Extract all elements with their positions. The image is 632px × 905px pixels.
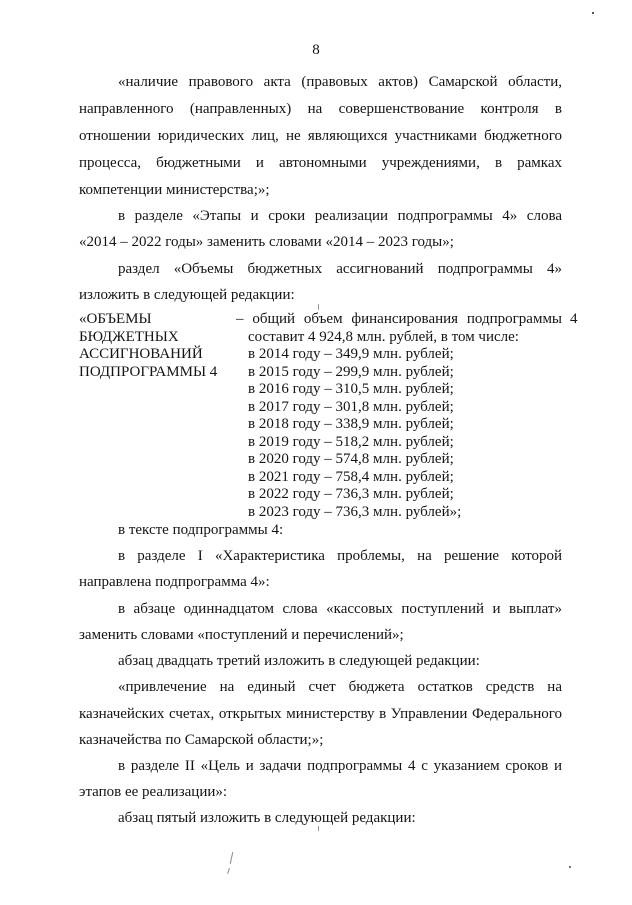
paragraph-line: в абзаце одиннадцатом слова «кассовых поступлений и выплат» bbox=[118, 601, 562, 617]
paragraph-line: изложить в следующей редакции: bbox=[79, 287, 295, 303]
paragraph-line: абзац пятый изложить в следующей редакции: bbox=[118, 810, 416, 826]
table-first-text: общий объем финансирования подпрограммы bbox=[252, 311, 563, 327]
paragraph-line: отношении юридических лиц, не являющихся участниками бюджетного bbox=[79, 128, 562, 144]
scan-mark bbox=[227, 868, 230, 874]
paragraph-line: компетенции министерства;»; bbox=[79, 182, 270, 198]
table-line: в 2014 году – 349,9 млн. рублей; bbox=[248, 346, 454, 362]
table-line: в 2019 году – 518,2 млн. рублей; bbox=[248, 433, 454, 450]
table-line: в 2017 году – 301,8 млн. рублей; bbox=[248, 398, 454, 415]
paragraph-line: в разделе II «Цель и задачи подпрограммы 4 с указанием сроков и bbox=[118, 758, 562, 774]
table-line: составит 4 924,8 млн. рублей, в том числе: bbox=[248, 328, 519, 345]
paragraph-line: этапов ее реализации»: bbox=[79, 784, 228, 800]
paragraph-line: заменить словами «поступлений и перечислений»; bbox=[79, 627, 404, 643]
paragraph-line: процесса, бюджетными и автономными учреждениями, в рамках bbox=[79, 155, 562, 171]
paragraph-line: в тексте подпрограммы 4: bbox=[118, 522, 284, 538]
scan-speck bbox=[318, 826, 319, 831]
paragraph-line: направлена подпрограмма 4»: bbox=[79, 574, 270, 590]
paragraph-line: казначейских счетах, открытых министерству в Управлении Федерального bbox=[79, 706, 562, 722]
table-left-line: БЮДЖЕТНЫХ bbox=[79, 328, 179, 345]
paragraph-line: направленного (направленных) на совершенствование контроля в bbox=[79, 101, 562, 117]
scan-speck bbox=[592, 12, 594, 14]
table-right-column bbox=[236, 311, 562, 521]
paragraph-line: в разделе «Этапы и сроки реализации подпрограммы 4» слова bbox=[118, 208, 562, 224]
table-line: в 2022 году – 736,3 млн. рублей; bbox=[248, 486, 454, 502]
page-number: 8 bbox=[312, 42, 320, 58]
paragraph-line: раздел «Объемы бюджетных ассигнований подпрограммы 4» bbox=[118, 261, 562, 277]
paragraph-line: казначейства по Самарской области;»; bbox=[79, 732, 324, 748]
scan-speck bbox=[318, 304, 319, 310]
table-side-number: 4 bbox=[570, 311, 578, 327]
table-line: в 2020 году – 574,8 млн. рублей; bbox=[248, 451, 454, 467]
scan-mark bbox=[230, 852, 233, 864]
table-dash: – bbox=[236, 311, 244, 327]
table-line: в 2016 году – 310,5 млн. рублей; bbox=[248, 381, 454, 397]
table-first-line bbox=[236, 311, 562, 329]
scan-speck bbox=[569, 866, 571, 868]
table-left-line: ПОДПРОГРАММЫ 4 bbox=[79, 363, 218, 380]
table-line: в 2015 году – 299,9 млн. рублей; bbox=[248, 363, 454, 380]
paragraph-line: абзац двадцать третий изложить в следующей редакции: bbox=[118, 653, 480, 669]
table-line: в 2018 году – 338,9 млн. рублей; bbox=[248, 416, 454, 432]
table-left-column bbox=[79, 311, 217, 381]
table-line: в 2021 году – 758,4 млн. рублей; bbox=[248, 468, 454, 485]
table-left-line: «ОБЪЕМЫ bbox=[79, 311, 152, 327]
table-line: в 2023 году – 736,3 млн. рублей»; bbox=[248, 503, 462, 520]
paragraph-line: «наличие правового акта (правовых актов) Самарской области, bbox=[118, 74, 562, 90]
paragraph-line: в разделе I «Характеристика проблемы, на решение которой bbox=[118, 548, 562, 564]
paragraph-line: «привлечение на единый счет бюджета остатков средств на bbox=[118, 679, 562, 695]
table-left-line: АССИГНОВАНИЙ bbox=[79, 346, 203, 362]
paragraph-line: «2014 – 2022 годы» заменить словами «2014 – 2023 годы»; bbox=[79, 234, 454, 250]
